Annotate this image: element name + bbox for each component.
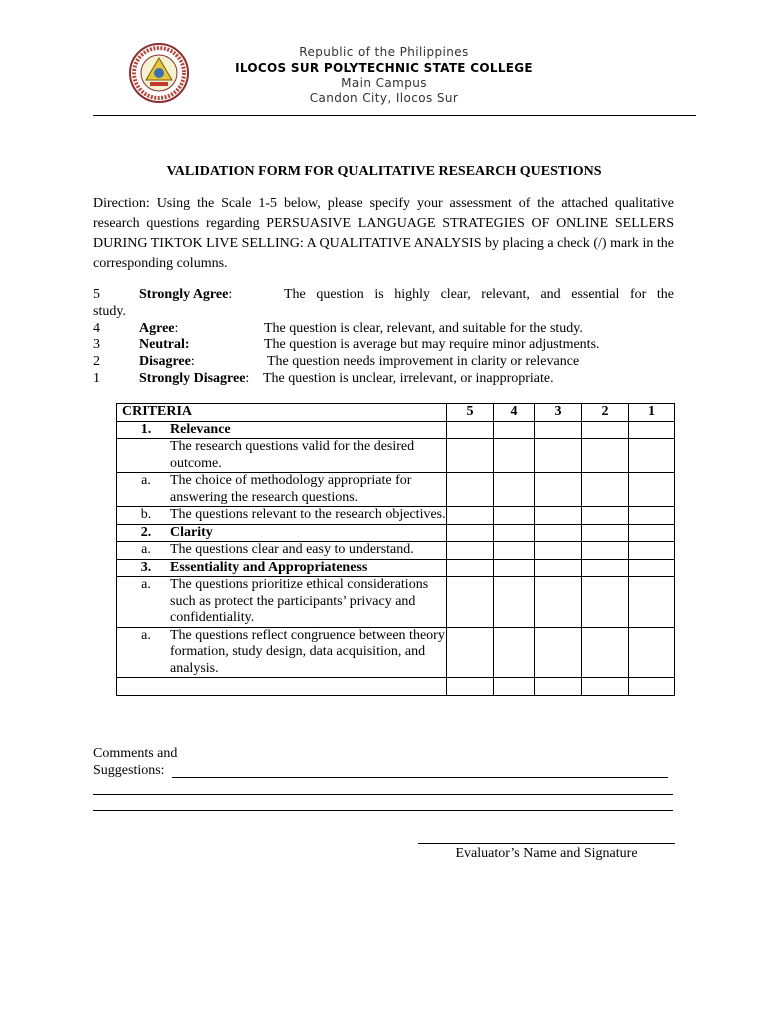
scale-description: The question is unclear, irrelevant, or inappropriate. [263, 371, 554, 386]
item-text: The questions prioritize ethical considerations such as protect the participants’ privacy and confidentiality. [170, 577, 429, 625]
scale-number: 2 [93, 354, 100, 369]
criteria-cell [117, 473, 447, 507]
score-cell-3[interactable] [535, 524, 582, 542]
score-cell-5[interactable] [447, 421, 494, 439]
scale-number: 3 [93, 337, 100, 352]
score-cell-2[interactable] [582, 473, 629, 507]
score-cell-5[interactable] [447, 577, 494, 628]
table-row [117, 439, 675, 473]
score-cell-5[interactable] [447, 473, 494, 507]
score-cell-4[interactable] [494, 542, 535, 560]
signature-line[interactable] [418, 843, 675, 844]
score-header-3: 3 [535, 404, 582, 422]
score-cell-5[interactable] [447, 678, 494, 696]
table-row [117, 507, 675, 525]
score-header-2: 2 [582, 404, 629, 422]
score-cell-4[interactable] [494, 577, 535, 628]
item-marker: 3. [140, 559, 152, 575]
criteria-cell [117, 542, 447, 560]
score-cell-3[interactable] [535, 627, 582, 678]
score-cell-5[interactable] [447, 627, 494, 678]
score-cell-2[interactable] [582, 559, 629, 577]
item-text: The choice of methodology appropriate for answering the research questions. [170, 473, 412, 505]
signature-label: Evaluator’s Name and Signature [455, 846, 638, 861]
item-marker: b. [140, 507, 152, 522]
score-cell-3[interactable] [535, 577, 582, 628]
item-marker: a. [141, 542, 151, 557]
comments-line-3[interactable] [93, 810, 673, 811]
score-cell-1[interactable] [629, 421, 675, 439]
item-marker [122, 439, 170, 472]
criteria-cell [117, 507, 447, 525]
scale-number: 4 [93, 321, 100, 336]
item-text: The questions reflect congruence between theory formation, study design, data acquisition, and analysis. [170, 627, 445, 676]
direction-paragraph: Direction: Using the Scale 1-5 below, please specify your assessment of the attached qualitative research questions regarding PERSUASIVE LANGUAGE STRATEGIES OF ONLINE SELLERS DURING TIKTOK LIVE SELLING: A QUALITATIVE ANALYSIS by placing a check (/) mark in the corresponding columns. [93, 196, 674, 271]
score-cell-2[interactable] [582, 542, 629, 560]
score-cell-1[interactable] [629, 542, 675, 560]
scale-description: The question is average but may require minor adjustments. [264, 337, 600, 352]
criteria-table [116, 403, 675, 696]
scale-item-4 [93, 320, 674, 337]
score-cell-5[interactable] [447, 439, 494, 473]
score-cell-4[interactable] [494, 421, 535, 439]
table-row [117, 577, 675, 628]
table-row [117, 542, 675, 560]
header-college-name: ILOCOS SUR POLYTECHNIC STATE COLLEGE [235, 61, 533, 75]
criteria-cell [117, 627, 447, 678]
scale-description: The question needs improvement in clarity or relevance [267, 354, 580, 369]
score-header-4: 4 [494, 404, 535, 422]
score-cell-2[interactable] [582, 507, 629, 525]
scale-label: Neutral: [139, 337, 190, 352]
item-marker: a. [141, 577, 151, 592]
scale-label: Disagree: [139, 354, 195, 369]
score-cell-5[interactable] [447, 559, 494, 577]
scale-item-5 [93, 286, 674, 320]
score-cell-1[interactable] [629, 577, 675, 628]
score-cell-5[interactable] [447, 542, 494, 560]
scale-label: Strongly Disagree: [139, 371, 250, 386]
score-cell-1[interactable] [629, 678, 675, 696]
item-text: Clarity [170, 524, 213, 540]
scale-label: Agree: [139, 321, 179, 336]
score-cell-1[interactable] [629, 439, 675, 473]
criteria-cell [117, 524, 447, 542]
score-cell-3[interactable] [535, 421, 582, 439]
score-header-5: 5 [447, 404, 494, 422]
table-row [117, 473, 675, 507]
scale-description: The question is highly clear, relevant, and essential for the [284, 287, 674, 302]
score-cell-1[interactable] [629, 473, 675, 507]
comments-line-2[interactable] [93, 794, 673, 795]
scale-number: 5 [93, 287, 100, 302]
item-text: The questions relevant to the research objectives. [170, 507, 446, 522]
score-cell-4[interactable] [494, 524, 535, 542]
score-cell-4[interactable] [494, 439, 535, 473]
suggestions-label: Suggestions: [93, 763, 165, 778]
table-row [117, 559, 675, 577]
score-cell-5[interactable] [447, 507, 494, 525]
item-marker: a. [141, 473, 151, 488]
item-text: Essentiality and Appropriateness [170, 559, 368, 575]
criteria-cell [117, 559, 447, 577]
score-cell-3[interactable] [535, 542, 582, 560]
item-marker: a. [141, 627, 151, 643]
score-cell-1[interactable] [629, 524, 675, 542]
score-cell-3[interactable] [535, 473, 582, 507]
item-text: Relevance [170, 421, 231, 437]
item-marker: 1. [140, 421, 152, 437]
criteria-cell [117, 439, 447, 473]
score-cell-5[interactable] [447, 524, 494, 542]
table-row [117, 524, 675, 542]
score-cell-1[interactable] [629, 627, 675, 678]
score-cell-3[interactable] [535, 678, 582, 696]
comments-line-1[interactable] [172, 777, 668, 778]
criteria-header: CRITERIA [117, 404, 447, 422]
score-cell-4[interactable] [494, 473, 535, 507]
score-cell-2[interactable] [582, 524, 629, 542]
scale-label: Strongly Agree: [139, 287, 233, 302]
score-cell-2[interactable] [582, 421, 629, 439]
scale-description: The question is clear, relevant, and suitable for the study. [264, 321, 583, 336]
criteria-cell [117, 421, 447, 439]
score-cell-4[interactable] [494, 507, 535, 525]
score-cell-4[interactable] [494, 678, 535, 696]
form-title: VALIDATION FORM FOR QUALITATIVE RESEARCH QUESTIONS [166, 164, 602, 179]
header-city: Candon City, Ilocos Sur [309, 91, 459, 105]
criteria-cell [117, 577, 447, 628]
comments-label: Comments and [93, 746, 178, 761]
score-header-1: 1 [629, 404, 675, 422]
score-cell-3[interactable] [535, 507, 582, 525]
score-cell-1[interactable] [629, 559, 675, 577]
score-cell-3[interactable] [535, 559, 582, 577]
score-cell-4[interactable] [494, 627, 535, 678]
score-cell-3[interactable] [535, 439, 582, 473]
item-text: The research questions valid for the desired outcome. [170, 439, 415, 471]
table-row [117, 421, 675, 439]
score-cell-2[interactable] [582, 439, 629, 473]
score-cell-1[interactable] [629, 507, 675, 525]
scale-item-1 [93, 370, 674, 387]
scale-description-cont: study. [93, 304, 126, 319]
score-cell-2[interactable] [582, 678, 629, 696]
criteria-cell[interactable] [117, 678, 447, 696]
item-text: The questions clear and easy to understand. [170, 542, 414, 557]
scale-number: 1 [93, 371, 100, 386]
table-row-empty [117, 678, 675, 696]
table-header-row [117, 404, 675, 422]
scale-item-2 [93, 353, 674, 370]
header-republic: Republic of the Philippines [299, 45, 469, 59]
score-cell-4[interactable] [494, 559, 535, 577]
header-campus: Main Campus [341, 76, 427, 90]
score-cell-2[interactable] [582, 627, 629, 678]
score-cell-2[interactable] [582, 577, 629, 628]
header-divider [93, 115, 696, 116]
table-row [117, 627, 675, 678]
college-seal-logo [128, 42, 190, 104]
scale-item-3 [93, 336, 674, 353]
item-marker: 2. [140, 524, 152, 540]
